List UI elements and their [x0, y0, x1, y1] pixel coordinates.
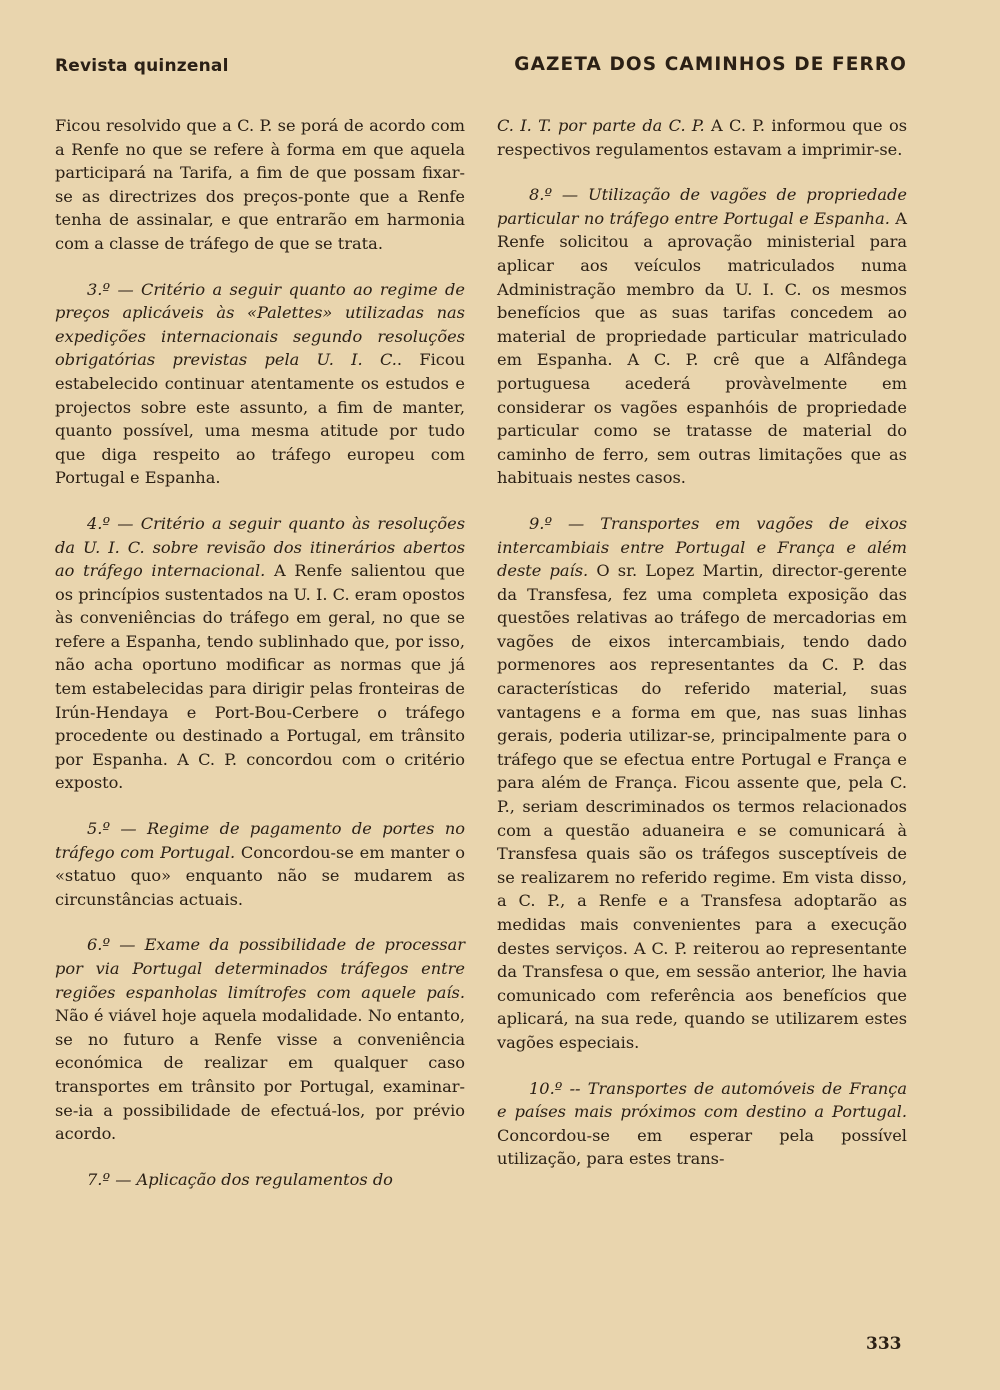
section-heading: 3.º — Critério a seguir quanto ao regime de preços aplicáveis às «Palettes» utilizadas nas expedições internacionais segundo resoluções obrigatórias previstas pela U. I. C. — [55, 279, 465, 370]
paragraph — [55, 1168, 465, 1192]
section-heading: 6.º — Exame da possibilidade de processar por via Portugal determinados tráfegos entre regiões espanholas limítrofes com aquele país. — [55, 935, 465, 1002]
page-number: 333 — [866, 1334, 902, 1354]
right-column — [497, 114, 907, 1171]
paragraph: 10.º -- Transportes de automóveis de França e países mais próximos com destino a Portugal. Concordou-se em esperar pela possível utilização, para estes trans- — [497, 1078, 907, 1169]
paragraph: 9.º — Transportes em vagões de eixos intercambiais entre Portugal e França e além deste país. O sr. Lopez Martin, director-gerente da Transfesa, fez uma completa exposição das questões relativas ao tráfego de mercadorias em vagões de eixos intercambiais, tendo dado pormenores aos representantes da C. P. das características do referido material, suas vantagens e a forma em que, nas suas linhas gerais, poderia utilizar-se, principalmente para o tráfego que se efectua entre Portugal e França e para além de França. Ficou assente que, pela C. P., seriam descriminados os termos relacionados com a questão aduaneira e se comunicará à Transfesa quais são os tráfegos susceptíveis de se realizarem no referido regime. Em vista disso, a C. P., a Renfe e a Transfesa adoptarão as medidas mais convenientes para a execução destes serviços. A C. P. reiterou ao representante da Transfesa o que, em sessão anterior, lhe havia comunicado com referência aos benefícios que aplicará, na sua rede, quando se utilizarem estes vagões especiais. — [497, 513, 908, 1052]
running-header-left: Revista quinzenal — [55, 56, 229, 76]
section-heading: 5.º — Regime de pagamento de portes no tráfego com Portugal. — [55, 819, 465, 862]
paragraph: 8.º — Utilização de vagões de propriedade particular no tráfego entre Portugal e Espanha. A Renfe solicitou a aprovação ministerial para aplicar aos veículos matriculados numa Administração membro da U. I. C. os mesmos benefícios que as suas tarifas concedem ao material de propriedade particular matriculado em Espanha. A C. P. crê que a Alfândega portuguesa acederá provàvelmente em considerar os vagões espanhóis de propriedade particular como se tratasse de material do caminho de ferro, sem outras limitações que as habituais nestes casos. — [497, 185, 907, 488]
section-heading: C. I. T. por parte da C. P. — [497, 116, 705, 135]
section-heading: 7.º — Aplicação dos regulamentos do — [87, 1169, 393, 1189]
paragraph: Ficou resolvido que a C. P. se porá de acordo com a Renfe no que se refere à forma em que aquela participará na Tarifa, a fim de que possam fixar-se as directrizes dos preços-ponte que a Renfe tenha de assinalar, e que entrarão em harmonia com a classe de tráfego de que se trata. — [55, 116, 465, 253]
running-header-title: GAZETA DOS CAMINHOS DE FERRO — [514, 54, 907, 75]
paragraph: 3.º — Critério a seguir quanto ao regime de preços aplicáveis às «Palettes» utilizadas nas expedições internacionais segundo resoluções obrigatórias previstas pela U. I. C.. Ficou estabelecido continuar atentamente os estudos e projectos sobre este assunto, a fim de manter, quanto possível, uma mesma atitude por tudo que diga respeito ao tráfego europeu com Portugal e Espanha. — [55, 279, 465, 488]
section-heading: 10.º -- Transportes de automóveis de França e países mais próximos com destino a Portugal. — [497, 1078, 907, 1122]
section-heading: 9.º — Transportes em vagões de eixos intercambiais entre Portugal e França e além deste país. — [497, 513, 907, 581]
paragraph: C. I. T. por parte da C. P. A C. P. informou que os respectivos regulamentos estavam a imprimir-se. — [497, 116, 908, 159]
paragraph: 4.º — Critério a seguir quanto às resoluções da U. I. C. sobre revisão dos itinerários abertos ao tráfego internacional. A Renfe salientou que os princípios sustentados na U. I. C. eram opostos às conveniências do tráfego em geral, no que se refere a Espanha, tendo sublinhado que, por isso, não acha oportuno modificar as normas que já tem estabelecidas para dirigir pelas fronteiras de Irún-Hendaya e Port-Bou-Cerbere o tráfego procedente ou destinado a Portugal, em trânsito por Espanha. A C. P. concordou com o critério exposto. — [55, 513, 465, 793]
paragraph: 6.º — Exame da possibilidade de processar por via Portugal determinados tráfegos entre regiões espanholas limítrofes com aquele país. Não é viável hoje aquela modalidade. No entanto, se no futuro a Renfe visse a conveniência económica de realizar em qualquer caso transportes em trânsito por Portugal, examinar-se-ia a possibilidade de efectuá-los, por prévio acordo. — [55, 935, 465, 1144]
left-column — [55, 114, 465, 1191]
section-heading: 4.º — Critério a seguir quanto às resoluções da U. I. C. sobre revisão dos itinerários abertos ao tráfego internacional. — [55, 513, 465, 581]
section-heading: 8.º — Utilização de vagões de propriedade particular no tráfego entre Portugal e Espanha. — [497, 185, 907, 228]
paragraph: 5.º — Regime de pagamento de portes no tráfego com Portugal. Concordou-se em manter o «statuo quo» enquanto não se mudarem as circunstâncias actuais. — [55, 819, 465, 909]
